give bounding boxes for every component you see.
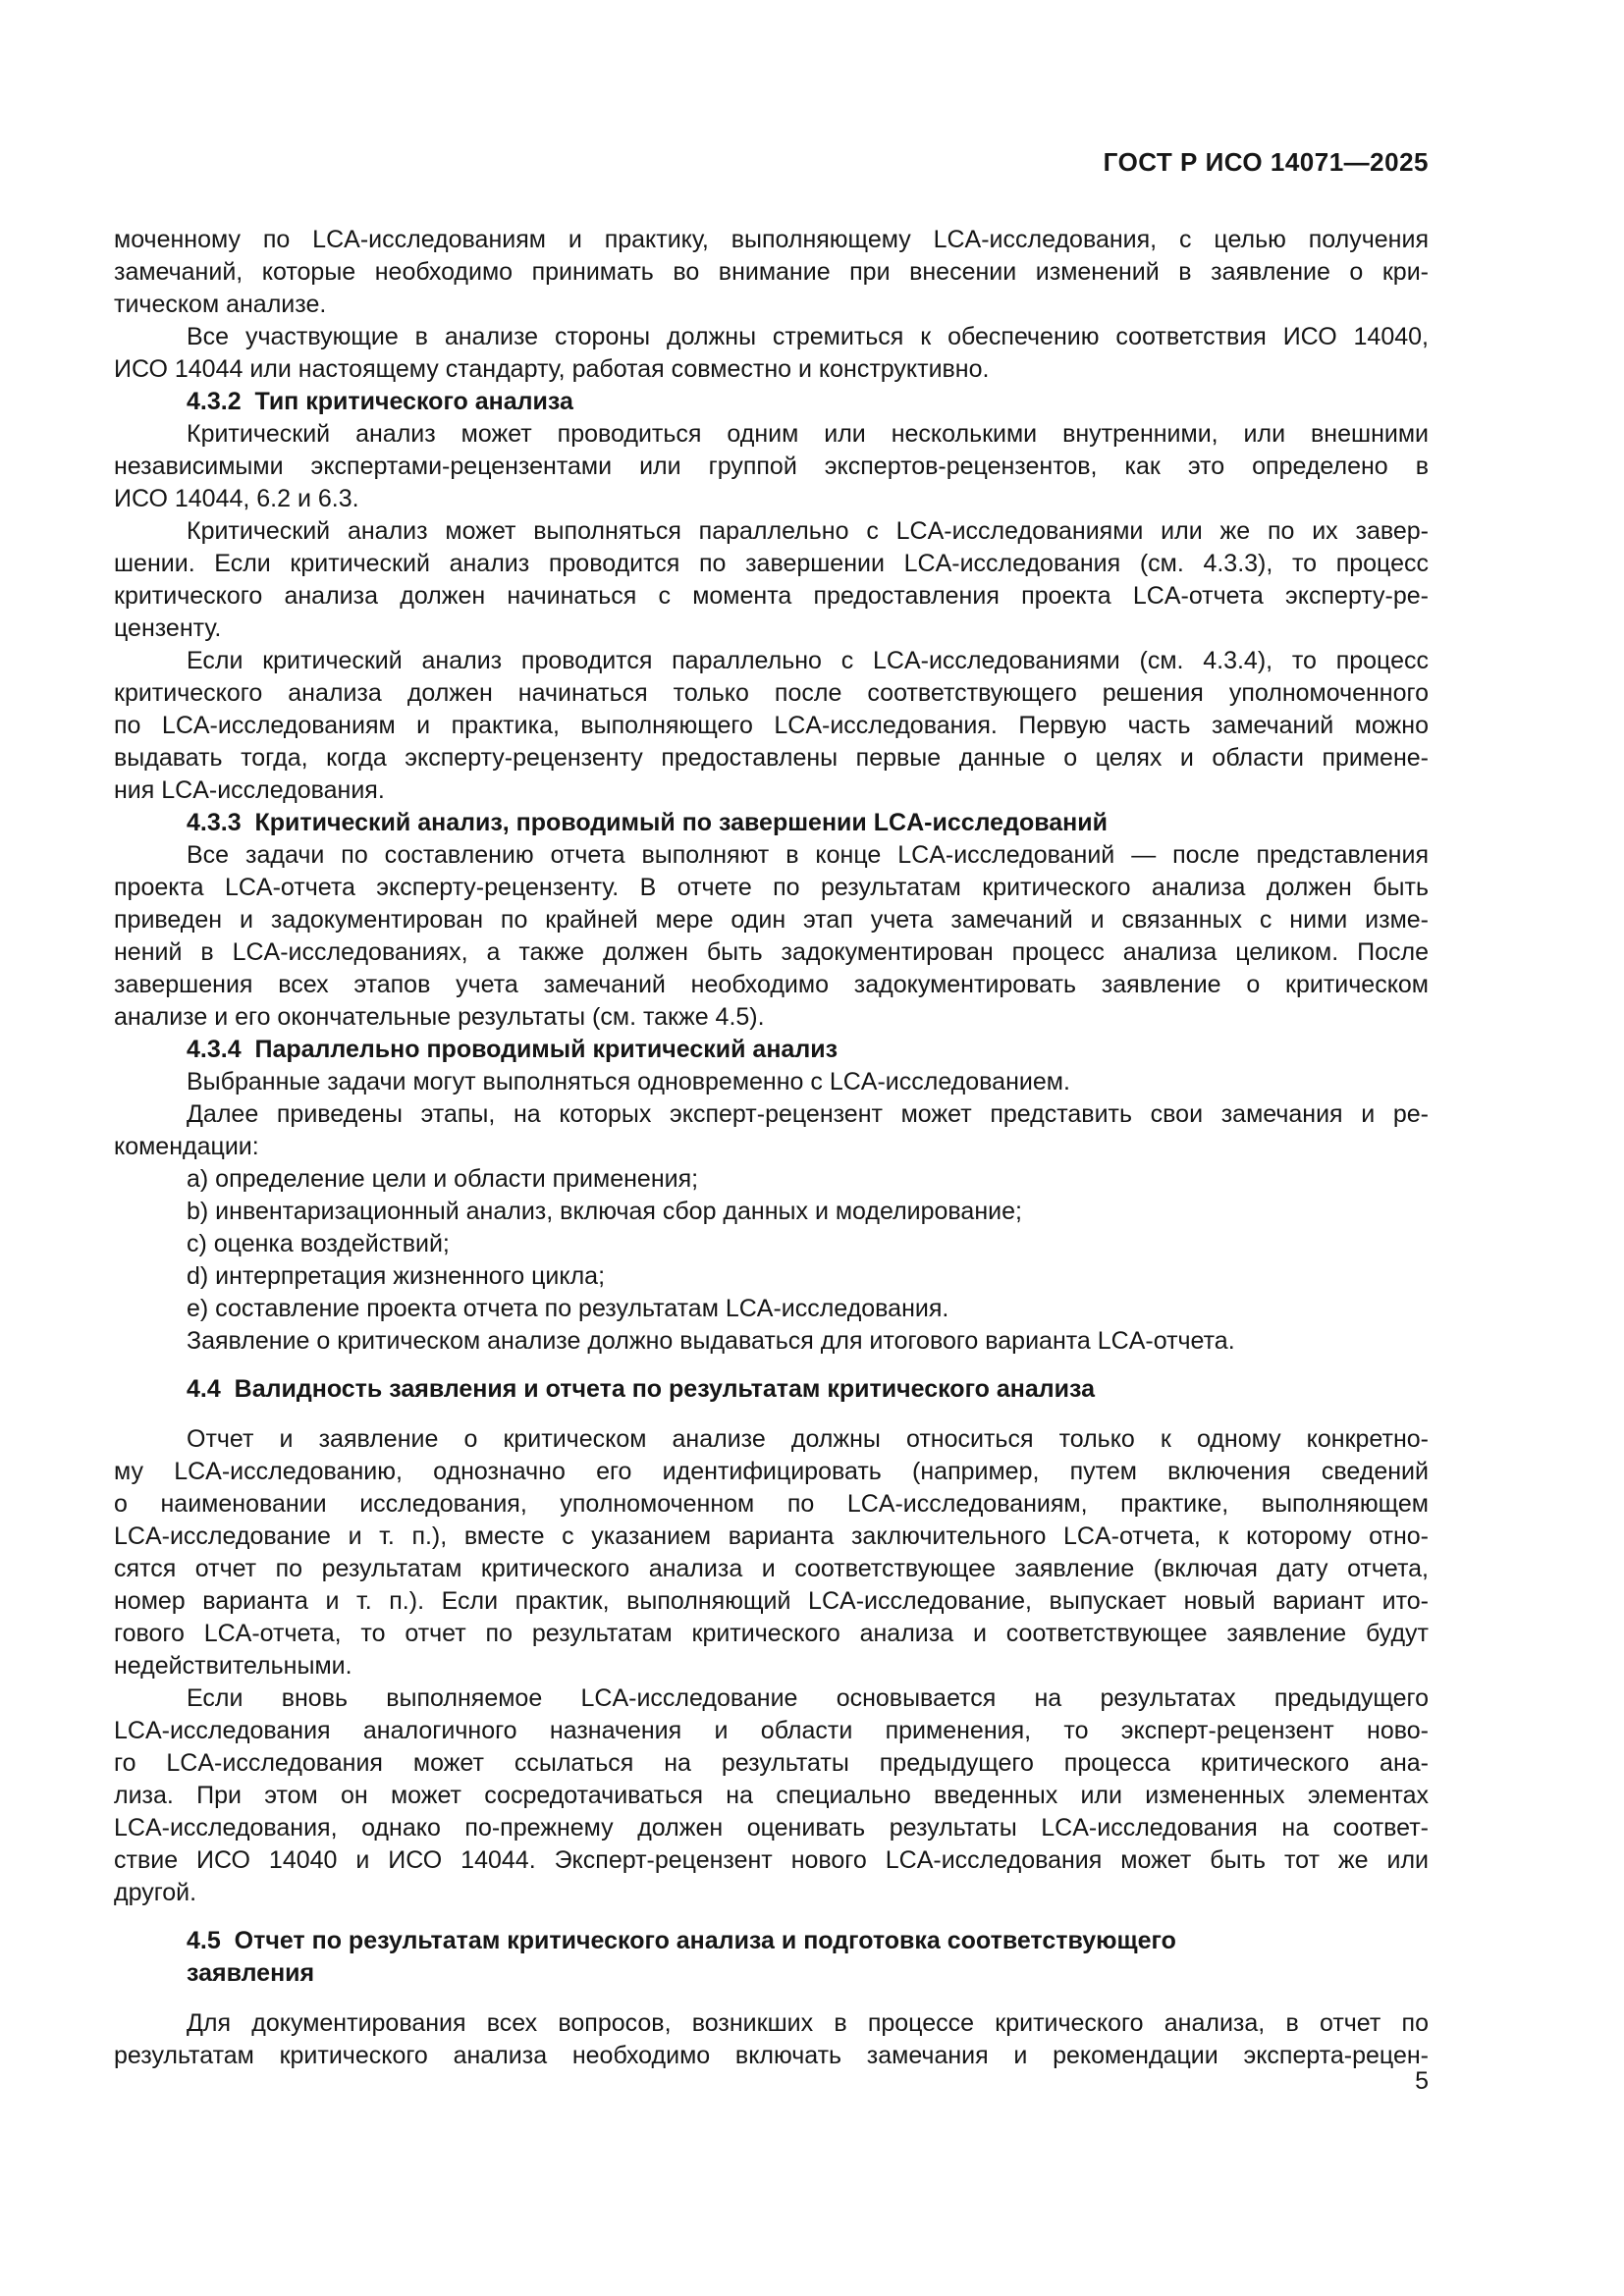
text-line: тическом анализе. — [114, 291, 327, 318]
paragraph — [114, 1423, 1429, 1682]
text-line: 4.3.3 Критический анализ, проводимый по завершении LCA-исследований — [187, 809, 1109, 836]
text-line: му LCA-исследованию, однозначно его идентифицировать (например, путем включения сведений — [114, 1458, 1429, 1485]
document-header-designation: ГОСТ Р ИСО 14071—2025 — [1103, 147, 1429, 177]
list-item — [114, 1293, 1429, 1325]
text-line: нений в LCA-исследованиях, а также должен быть задокументирован процесс анализа целиком. После — [114, 938, 1429, 966]
list-item — [114, 1260, 1429, 1293]
list-item — [114, 1163, 1429, 1196]
text-line: критического анализа должен начинаться с момента предоставления проекта LCA-отчета эксперту-ре- — [114, 582, 1429, 610]
document-content — [114, 224, 1429, 2072]
text-line: цензенту. — [114, 614, 222, 642]
text-line: по LCA-исследованиям и практика, выполняющего LCA-исследования. Первую часть замечаний можно — [114, 712, 1429, 739]
text-line: анализе и его окончательные результаты (см. также 4.5). — [114, 1003, 765, 1031]
paragraph — [114, 1325, 1429, 1358]
text-line: го LCA-исследования может ссылаться на результаты предыдущего процесса критического ана- — [114, 1749, 1429, 1777]
text-line: независимыми экспертами-рецензентами или группой экспертов-рецензентов, как это определено в — [114, 453, 1429, 480]
paragraph — [114, 1682, 1429, 1909]
paragraph — [114, 839, 1429, 1034]
text-line: Если критический анализ проводится параллельно с LCA-исследованиями (см. 4.3.4), то процесс — [187, 647, 1429, 674]
text-line: сятся отчет по результатам критического анализа и соответствующее заявление (включая дату отчета, — [114, 1555, 1429, 1582]
text-line: ния LCA-исследования. — [114, 776, 385, 804]
text-line: LCA-исследования аналогичного назначения и области применения, то эксперт-рецензент ново- — [114, 1717, 1429, 1744]
text-line: Критический анализ может выполняться параллельно с LCA-исследованиями или же по их завер- — [187, 517, 1429, 545]
list-item — [114, 1196, 1429, 1228]
text-line: номер варианта и т. п.). Если практик, выполняющий LCA-исследование, выпускает новый вариант ито- — [114, 1587, 1429, 1615]
text-line: 4.3.4 Параллельно проводимый критический анализ — [187, 1036, 839, 1063]
text-line: Если вновь выполняемое LCA-исследование основывается на результатах предыдущего — [187, 1684, 1429, 1712]
text-line: 4.5 Отчет по результатам критического анализа и подготовка соответствующего — [187, 1927, 1176, 1954]
section-heading — [114, 1925, 1429, 1990]
text-line: Выбранные задачи могут выполняться одновременно с LCA-исследованием. — [187, 1068, 1070, 1095]
paragraph — [114, 224, 1429, 321]
paragraph — [114, 321, 1429, 386]
text-line: Все задачи по составлению отчета выполняют в конце LCA-исследований — после представления — [187, 841, 1429, 869]
text-line: a) определение цели и области применения; — [187, 1165, 699, 1193]
text-line: LCA-исследование и т. п.), вместе с указанием варианта заключительного LCA-отчета, к которому отно- — [114, 1522, 1429, 1550]
text-line: лиза. При этом он может сосредотачиваться на специально введенных или измененных элементах — [114, 1782, 1429, 1809]
text-line: b) инвентаризационный анализ, включая сбор данных и моделирование; — [187, 1198, 1022, 1225]
text-line: гового LCA-отчета, то отчет по результатам критического анализа и соответствующее заявление будут — [114, 1620, 1429, 1647]
text-line: проекта LCA-отчета эксперту-рецензенту. В отчете по результатам критического анализа должен быть — [114, 874, 1429, 901]
subsection-heading — [114, 1034, 1429, 1066]
text-line: 4.3.2 Тип критического анализа — [187, 388, 573, 415]
subsection-heading — [114, 386, 1429, 418]
text-line: завершения всех этапов учета замечаний необходимо задокументировать заявление о критическом — [114, 971, 1429, 998]
text-line: замечаний, которые необходимо принимать во внимание при внесении изменений в заявление о кри- — [114, 258, 1429, 286]
text-line: d) интерпретация жизненного цикла; — [187, 1262, 606, 1290]
paragraph — [114, 1066, 1429, 1098]
text-line: моченному по LCA-исследованиям и практику, выполняющему LCA-исследования, с целью получения — [114, 226, 1429, 253]
text-line: результатам критического анализа необходимо включать замечания и рекомендации эксперта-рецен- — [114, 2042, 1429, 2069]
text-line: критического анализа должен начинаться только после соответствующего решения уполномоченного — [114, 679, 1429, 707]
text-line: недействительными. — [114, 1652, 352, 1680]
paragraph — [114, 2007, 1429, 2072]
text-line: Далее приведены этапы, на которых эксперт-рецензент может представить свои замечания и ре- — [187, 1100, 1429, 1128]
paragraph — [114, 418, 1429, 515]
text-line: Заявление о критическом анализе должно выдаваться для итогового варианта LCA-отчета. — [187, 1327, 1235, 1355]
text-line: Критический анализ может проводиться одним или несколькими внутренними, или внешними — [187, 420, 1429, 448]
text-line: e) составление проекта отчета по результатам LCA-исследования. — [187, 1295, 949, 1322]
paragraph — [114, 1098, 1429, 1163]
text-line: 4.4 Валидность заявления и отчета по результатам критического анализа — [187, 1375, 1096, 1403]
section-heading — [114, 1373, 1429, 1406]
text-line: заявления — [187, 1959, 315, 1987]
text-line: приведен и задокументирован по крайней мере один этап учета замечаний и связанных с ними изме- — [114, 906, 1429, 934]
text-line: Отчет и заявление о критическом анализе должны относиться только к одному конкретно- — [187, 1425, 1429, 1453]
text-line: шении. Если критический анализ проводится по завершении LCA-исследования (см. 4.3.3), то процесс — [114, 550, 1429, 577]
paragraph — [114, 515, 1429, 645]
list-item — [114, 1228, 1429, 1260]
subsection-heading — [114, 807, 1429, 839]
text-line: ИСО 14044, 6.2 и 6.3. — [114, 485, 359, 512]
text-line: о наименовании исследования, уполномоченном по LCA-исследованиям, практике, выполняющем — [114, 1490, 1429, 1518]
text-line: комендации: — [114, 1133, 259, 1160]
text-line: другой. — [114, 1879, 197, 1906]
text-line: ИСО 14044 или настоящему стандарту, работая совместно и конструктивно. — [114, 355, 990, 383]
page-number: 5 — [1415, 2067, 1429, 2095]
paragraph — [114, 645, 1429, 807]
text-line: выдавать тогда, когда эксперту-рецензенту предоставлены первые данные о целях и области примене- — [114, 744, 1429, 772]
text-line: Все участвующие в анализе стороны должны стремиться к обеспечению соответствия ИСО 14040, — [187, 323, 1429, 350]
text-line: LCA-исследования, однако по-прежнему должен оценивать результаты LCA-исследования на соответ- — [114, 1814, 1429, 1842]
text-line: c) оценка воздействий; — [187, 1230, 450, 1257]
text-line: ствие ИСО 14040 и ИСО 14044. Эксперт-рецензент нового LCA-исследования может быть тот же или — [114, 1846, 1429, 1874]
text-line: Для документирования всех вопросов, возникших в процессе критического анализа, в отчет по — [187, 2009, 1429, 2037]
